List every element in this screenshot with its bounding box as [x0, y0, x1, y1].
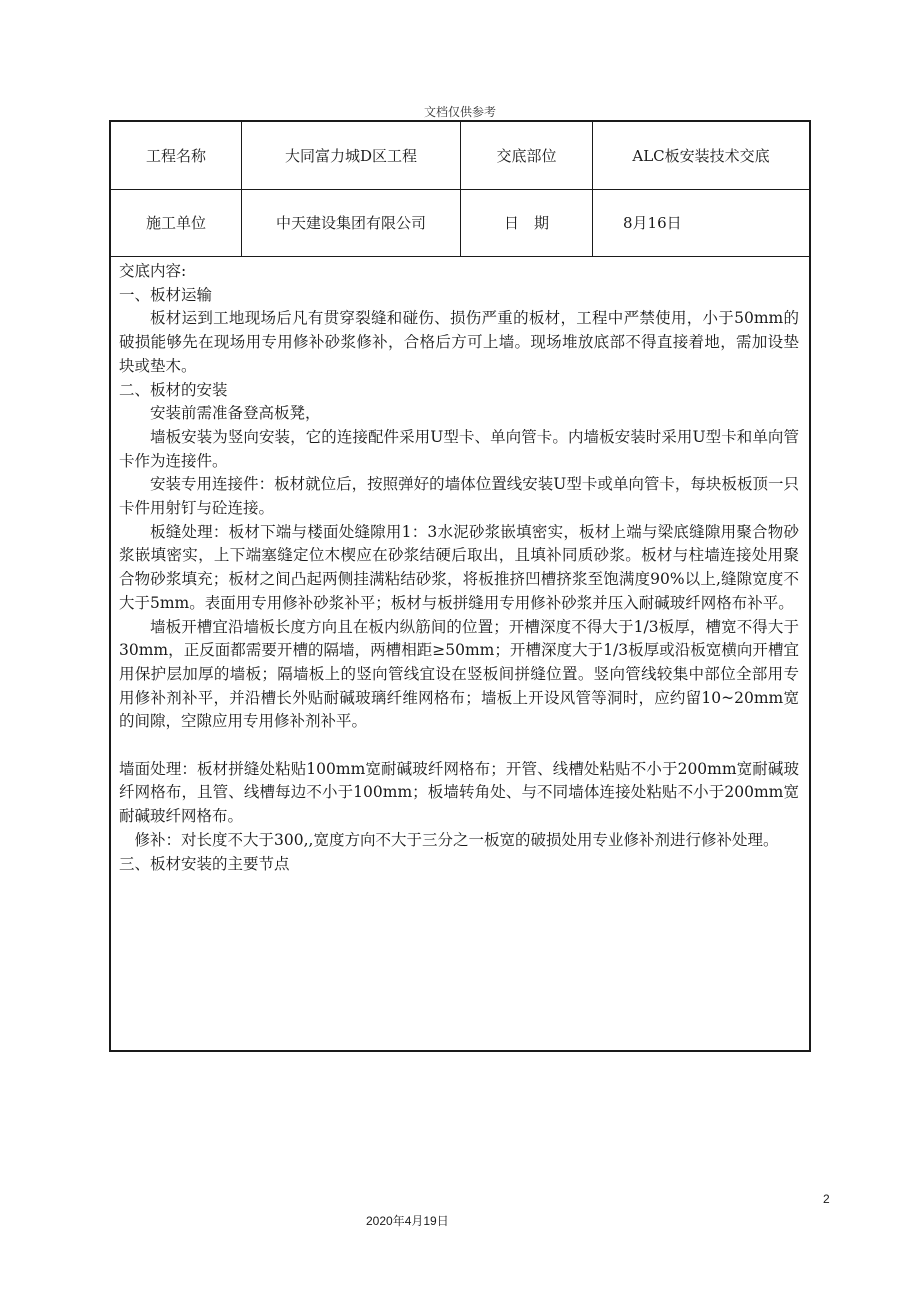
paragraph-wall-surface: 墙面处理：板材拼缝处粘贴100mm宽耐碱玻纤网格布；开管、线槽处粘贴不小于200mm宽耐碱玻纤网格布，且管、线槽每边不小于100mm；板墙转角处、与不同墙体连接处粘贴不小于200mm宽耐碱玻纤网格布。	[119, 759, 799, 826]
paragraph-connectors: 安装专用连接件：板材就位后，按照弹好的墙体位置线安装U型卡或单向管卡，每块板板顶一只卡件用射钉与砼连接。	[119, 475, 799, 518]
section-heading-nodes: 三、板材安装的主要节点	[119, 854, 290, 873]
section-heading-transport: 一、板材运输	[119, 285, 213, 304]
blank-line	[119, 734, 799, 758]
paragraph-grooving: 墙板开槽宜沿墙板长度方向且在板内纵筋间的位置；开槽深度不得大于1/3板厚，槽宽不得大于30mm，正反面都需要开槽的隔墙，两槽相距≥50mm；开槽深度大于1/3板厚或沿板宽横向开槽宜用保护层加厚的墙板；隔墙板上的竖向管线宜设在竖板间拼缝位置。竖向管线较集中部位全部用专用修补剂补平，并沿槽长外贴耐碱玻璃纤维网格布；墙板上开设风管等洞时，应约留10~20mm宽的间隙，空隙应用专用修补剂补平。	[119, 617, 799, 731]
paragraph-installation-method: 墙板安装为竖向安装，它的连接配件采用U型卡、单向管卡。内墙板安装时采用U型卡和单向管卡作为连接件。	[119, 427, 799, 470]
disclosure-table	[109, 120, 811, 1052]
table-row-project	[111, 122, 809, 190]
project-name-value: 大同富力城D区工程	[242, 122, 461, 189]
paragraph-transport: 板材运到工地现场后凡有贯穿裂缝和碰伤、损伤严重的板材，工程中严禁使用，小于50mm的破损能够先在现场用专用修补砂浆修补，合格后方可上墙。现场堆放底部不得直接着地，需加设垫块或垫木。	[119, 309, 799, 375]
paragraph-joint-treatment: 板缝处理：板材下端与楼面处缝隙用1：3水泥砂浆嵌填密实，板材上端与梁底缝隙用聚合物砂浆嵌填密实，上下端塞缝定位木楔应在砂浆结硬后取出，且填补同质砂浆。板材与柱墙连接处用聚合物砂浆填充；板材之间凸起两侧挂满粘结砂浆，将板推挤凹槽挤浆至饱满度90%以上,缝隙宽度不大于5mm。表面用专用修补砂浆补平；板材与板拼缝用专用修补砂浆并压入耐碱玻纤网格布补平。	[119, 522, 799, 612]
header-note: 文档仅供参考	[423, 105, 496, 119]
content-intro: 交底内容:	[119, 262, 187, 280]
contractor-label: 施工单位	[111, 189, 242, 256]
section-heading-installation: 二、板材的安装	[119, 380, 228, 399]
contractor-value: 中天建设集团有限公司	[242, 189, 461, 256]
page-number: 2	[823, 1192, 830, 1206]
footer-date: 2020年4月19日	[366, 1214, 449, 1228]
disclosure-content	[119, 260, 799, 876]
project-name-label: 工程名称	[111, 122, 242, 189]
disclosure-part-label: 交底部位	[461, 122, 593, 189]
paragraph-repair: 修补：对长度不大于300,,宽度方向不大于三分之一板宽的破损处用专业修补剂进行修补处理。	[134, 830, 779, 849]
disclosure-part-value: ALC板安装技术交底	[632, 147, 770, 165]
date-label: 日 期	[461, 189, 593, 256]
table-row-contractor	[111, 189, 809, 257]
paragraph-preparation: 安装前需准备登高板凳，	[150, 404, 321, 423]
date-value: 8月16日	[623, 214, 682, 232]
